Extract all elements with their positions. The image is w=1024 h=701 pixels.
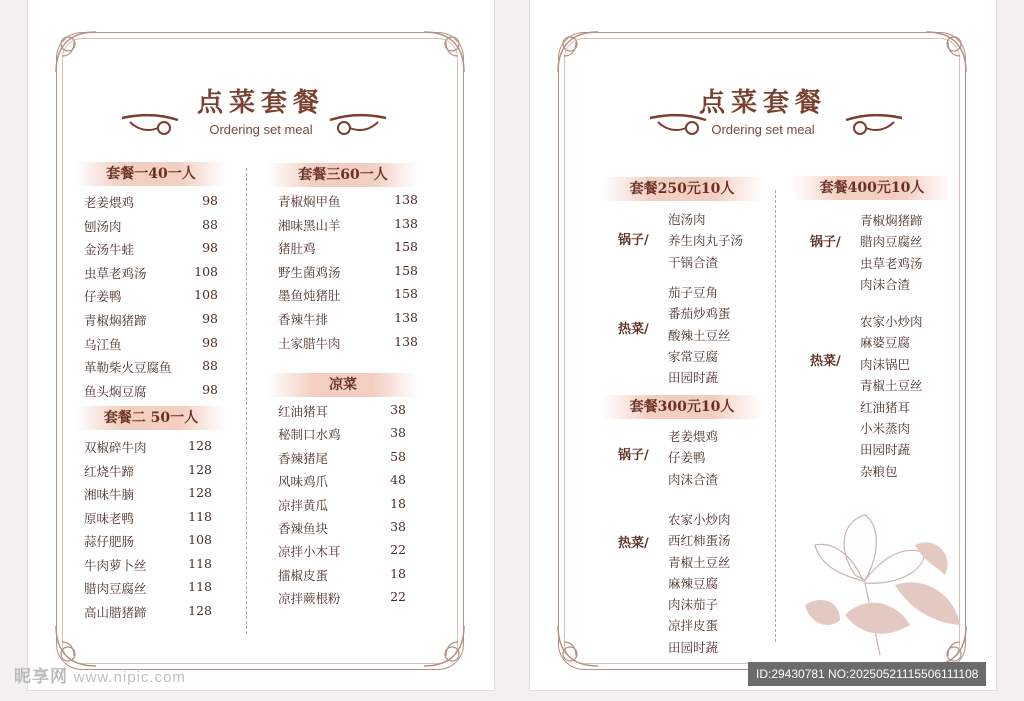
dish-price: 108: [194, 287, 218, 303]
menu-list: [860, 312, 950, 483]
dish-price: 58: [390, 448, 406, 464]
menu-list: [84, 193, 218, 405]
menu-item: [860, 440, 950, 461]
dish-name: 腊肉豆腐丝: [860, 234, 923, 250]
dish-price: 38: [390, 402, 406, 417]
dish-name: 青椒土豆丝: [860, 378, 923, 394]
menu-item: [84, 217, 218, 241]
dish-price: 98: [202, 334, 218, 350]
dish-name: 青椒土豆丝: [668, 554, 731, 570]
dish-price: 48: [390, 472, 406, 488]
dish-name: 乌江鱼: [84, 336, 122, 352]
dish-name: 麻婆豆腐: [860, 335, 911, 351]
menu-item: [278, 239, 418, 263]
dish-price: 128: [188, 438, 212, 453]
dish-name: 香辣猪尾: [278, 450, 329, 466]
lotus-decoration-icon: [785, 505, 965, 665]
dish-price: 138: [394, 192, 418, 207]
dish-name: 小米蒸肉: [860, 420, 911, 436]
dish-price: 128: [188, 461, 212, 477]
section-header: 凉菜: [268, 373, 418, 397]
menu-item: [860, 312, 950, 333]
menu-item: [84, 358, 218, 382]
menu-item: [278, 286, 418, 310]
dish-name: 鱼头焖豆腐: [84, 383, 147, 399]
dish-price: 88: [202, 358, 218, 374]
dish-price: 88: [202, 216, 218, 232]
dish-name: 墨鱼炖猪肚: [278, 288, 341, 304]
menu-item: [278, 472, 406, 495]
page-subtitle: Ordering set meal: [711, 122, 815, 137]
menu-list: [668, 210, 778, 274]
category-label: 锅子/: [618, 448, 649, 463]
column-divider: [246, 168, 247, 634]
category-label: 锅子/: [810, 235, 841, 250]
menu-item: [668, 304, 778, 325]
dish-name: 田园时蔬: [668, 639, 719, 655]
dish-name: 红烧牛蹄: [84, 463, 135, 479]
dish-name: 湘味黑山羊: [278, 217, 341, 233]
dish-price: 108: [194, 263, 218, 279]
menu-item: [278, 192, 418, 216]
dish-price: 38: [390, 425, 406, 441]
dish-price: 38: [390, 518, 406, 534]
page-subtitle: Ordering set meal: [209, 122, 313, 137]
menu-item: [278, 425, 406, 448]
dish-price: 118: [188, 555, 212, 571]
dish-name: 高山腊猪蹄: [84, 604, 147, 620]
dish-price: 158: [394, 286, 418, 302]
dish-name: 土家腊牛肉: [278, 335, 341, 351]
menu-item: [668, 553, 778, 574]
dish-name: 仔姜鸭: [84, 289, 122, 305]
dish-name: 肉沫锅巴: [860, 356, 911, 372]
menu-item: [860, 398, 950, 419]
dish-name: 擂椒皮蛋: [278, 567, 329, 583]
menu-list: [668, 510, 778, 659]
flourish-corner-icon: [418, 620, 470, 672]
dish-name: 凉拌小木耳: [278, 544, 341, 560]
menu-item: [668, 595, 778, 616]
menu-item: [84, 311, 218, 335]
menu-item: [278, 334, 418, 358]
watermark-url: www.nipic.com: [73, 669, 186, 686]
dish-price: 118: [188, 579, 212, 594]
dish-name: 酸辣土豆丝: [668, 327, 731, 343]
flourish-corner-icon: [552, 26, 604, 78]
dish-price: 98: [202, 381, 218, 397]
dish-name: 双椒碎牛肉: [84, 440, 147, 455]
menu-item: [84, 382, 218, 406]
dish-name: 湘味牛腩: [84, 487, 135, 502]
menu-item: [860, 462, 950, 483]
menu-item: [84, 462, 212, 486]
menu-list: [278, 192, 418, 357]
section-header: 套餐一40一人: [76, 162, 226, 186]
menu-item: [668, 510, 778, 531]
image-id-bar: ID:29430781 NO:20250521115506111108: [748, 662, 986, 686]
dish-price: 158: [394, 262, 418, 278]
section-header: 套餐400元10人: [792, 176, 952, 200]
menu-item: [668, 326, 778, 347]
category-label: 热菜/: [810, 354, 841, 369]
menu-item: [860, 211, 950, 232]
menu-item: [668, 638, 778, 659]
dish-price: 18: [390, 565, 406, 581]
flourish-corner-icon: [552, 620, 604, 672]
menu-page-right: [530, 0, 996, 690]
dish-name: 风味鸡爪: [278, 474, 329, 490]
dish-name: 肉沫合渣: [860, 277, 911, 293]
dish-name: 猪肚鸡: [278, 241, 316, 257]
column-divider: [775, 190, 776, 642]
menu-item: [84, 287, 218, 311]
dish-name: 秘制口水鸡: [278, 427, 341, 443]
dish-name: 西红柿蛋汤: [668, 533, 731, 549]
dish-name: 腊肉豆腐丝: [84, 581, 147, 596]
menu-item: [278, 496, 406, 519]
dish-name: 田园时蔬: [668, 370, 719, 386]
menu-item: [668, 448, 778, 469]
dish-name: 刨汤肉: [84, 218, 122, 234]
menu-item: [278, 216, 418, 240]
dish-name: 香辣牛排: [278, 311, 329, 327]
menu-item: [84, 240, 218, 264]
menu-item: [668, 283, 778, 304]
dish-price: 98: [202, 240, 218, 256]
dish-price: 118: [188, 508, 212, 524]
category-label: 热菜/: [618, 536, 649, 551]
menu-item: [668, 253, 778, 274]
dish-name: 革勒柴火豆腐鱼: [84, 360, 172, 376]
dish-name: 青椒焖猪蹄: [84, 312, 147, 328]
dish-name: 原味老鸭: [84, 510, 135, 526]
watermark: [14, 662, 186, 687]
dish-name: 牛肉萝卜丝: [84, 557, 147, 573]
dish-name: 麻辣豆腐: [668, 575, 719, 591]
dish-name: 家常豆腐: [668, 348, 719, 364]
menu-item: [278, 589, 406, 612]
flourish-corner-icon: [50, 26, 102, 78]
dish-price: 22: [390, 542, 406, 558]
dish-name: 虫草老鸡汤: [84, 265, 147, 281]
dish-name: 蒜仔肥肠: [84, 534, 135, 549]
section-header: 套餐250元10人: [602, 177, 762, 201]
dish-name: 青椒焖猪蹄: [860, 213, 923, 228]
section-header: 套餐二 50一人: [76, 406, 226, 430]
menu-item: [278, 519, 406, 542]
dish-name: 杂粮包: [860, 463, 898, 479]
menu-item: [278, 310, 418, 334]
dish-name: 干锅合渣: [668, 254, 719, 270]
menu-item: [860, 333, 950, 354]
dish-name: 老姜煨鸡: [668, 429, 719, 444]
menu-item: [668, 210, 778, 231]
menu-list: [84, 438, 212, 626]
menu-item: [668, 531, 778, 552]
menu-item: [860, 376, 950, 397]
dish-price: 138: [394, 215, 418, 231]
dish-name: 泡汤肉: [668, 212, 706, 227]
dish-price: 22: [390, 589, 406, 605]
dish-price: 128: [188, 602, 212, 618]
flourish-corner-icon: [418, 26, 470, 78]
menu-item: [668, 231, 778, 252]
dish-name: 红油猪耳: [860, 399, 911, 415]
dish-name: 番茄炒鸡蛋: [668, 306, 731, 322]
dish-name: 虫草老鸡汤: [860, 255, 923, 271]
menu-item: [278, 449, 406, 472]
dish-name: 香辣鱼块: [278, 520, 329, 536]
dish-name: 野生菌鸡汤: [278, 264, 341, 280]
dish-name: 老姜煨鸡: [84, 195, 135, 210]
dish-price: 138: [394, 309, 418, 325]
dish-name: 肉沫合渣: [668, 471, 719, 487]
menu-item: [84, 532, 212, 556]
menu-item: [860, 275, 950, 296]
menu-item: [860, 355, 950, 376]
dish-name: 仔姜鸭: [668, 450, 706, 466]
dish-name: 田园时蔬: [860, 442, 911, 458]
dish-price: 98: [202, 193, 218, 208]
dish-name: 凉拌黄瓜: [278, 497, 329, 513]
dish-price: 128: [188, 485, 212, 500]
dish-price: 18: [390, 495, 406, 511]
menu-list: [668, 283, 778, 389]
dish-name: 茄子豆角: [668, 285, 719, 300]
menu-item: [84, 579, 212, 603]
menu-item: [860, 419, 950, 440]
menu-item: [278, 402, 406, 425]
menu-list: [860, 211, 950, 297]
menu-item: [84, 193, 218, 217]
menu-item: [84, 264, 218, 288]
dish-name: 凉拌蕨根粉: [278, 591, 341, 607]
menu-item: [84, 556, 212, 580]
dish-name: 农家小炒肉: [668, 512, 731, 527]
menu-item: [278, 566, 406, 589]
page-title: 点菜套餐: [196, 88, 325, 118]
menu-item: [668, 427, 778, 448]
menu-list: [278, 402, 406, 613]
section-header: 套餐300元10人: [602, 395, 762, 419]
dish-price: 108: [188, 532, 212, 547]
menu-item: [84, 335, 218, 359]
dish-price: 158: [394, 239, 418, 255]
category-label: 热菜/: [618, 322, 649, 337]
page-title: 点菜套餐: [698, 88, 827, 118]
dish-name: 青椒焖甲鱼: [278, 194, 341, 209]
menu-list: [668, 427, 778, 491]
category-label: 锅子/: [618, 233, 649, 248]
menu-item: [668, 616, 778, 637]
menu-item: [278, 263, 418, 287]
menu-item: [668, 368, 778, 389]
menu-item: [84, 603, 212, 627]
menu-item: [84, 485, 212, 509]
menu-item: [860, 232, 950, 253]
dish-name: 养生肉丸子汤: [668, 233, 744, 249]
menu-page-left: [28, 0, 494, 690]
menu-item: [860, 254, 950, 275]
menu-item: [668, 574, 778, 595]
watermark-brand: 昵享网: [14, 667, 68, 686]
menu-item: [84, 438, 212, 462]
section-header: 套餐三60一人: [268, 163, 418, 187]
dish-name: 凉拌皮蛋: [668, 618, 719, 634]
menu-item: [84, 509, 212, 533]
dish-name: 肉沫茄子: [668, 597, 719, 613]
dish-price: 98: [202, 310, 218, 326]
dish-name: 红油猪耳: [278, 404, 329, 419]
dish-name: 农家小炒肉: [860, 314, 923, 329]
dish-price: 138: [394, 333, 418, 349]
flourish-corner-icon: [920, 26, 972, 78]
dish-name: 金汤牛蛙: [84, 242, 135, 258]
menu-item: [278, 542, 406, 565]
menu-item: [668, 470, 778, 491]
menu-item: [668, 347, 778, 368]
